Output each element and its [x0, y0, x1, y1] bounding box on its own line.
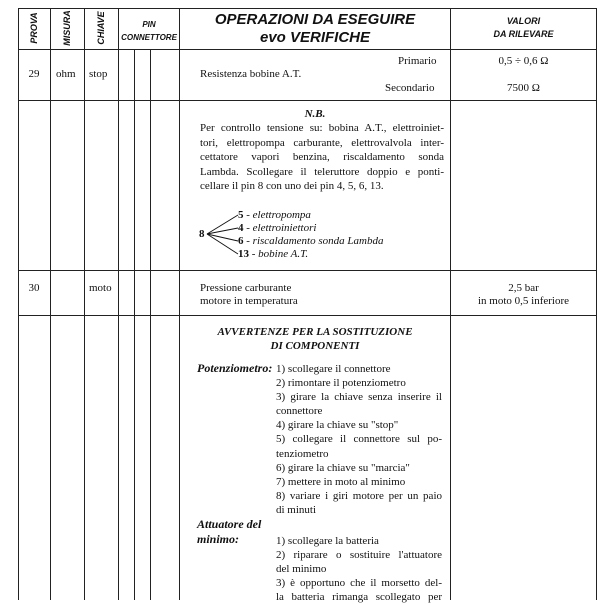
col-pin-end-border	[179, 8, 180, 600]
col-pin1-border	[134, 49, 135, 600]
pin-item-5: 5 - elettropompa	[238, 209, 311, 221]
step-line: di minuti	[276, 503, 317, 516]
col-chiave-border	[118, 8, 119, 600]
nb-paragraph	[200, 121, 444, 194]
row29-misura: ohm	[56, 68, 76, 80]
step-line: la batteria rimanga scollegato per	[276, 591, 442, 604]
header-bottom-border	[18, 49, 597, 50]
row29-primario-label: Primario	[398, 55, 437, 67]
step-line: 8) variare i giri motore per un paio	[276, 489, 442, 502]
step-line: 3) girare la chiave senza inserire il	[276, 391, 442, 404]
attuatore-label-2: minimo:	[197, 532, 240, 546]
potenziometro-label: Potenziometro:	[197, 361, 273, 375]
header-connettore: CONNETTORE	[121, 33, 177, 42]
header-misura: MISURA	[62, 10, 72, 46]
step-line: 1) scollegare la batteria	[276, 535, 379, 547]
col-pin2-border	[150, 49, 151, 600]
nb-title: N.B.	[304, 108, 326, 120]
row29-secondario-label: Secondario	[385, 82, 435, 94]
avvertenze-title-1: AVVERTENZE PER LA SOSTITUZIONE	[217, 326, 413, 338]
row29-bottom-border	[18, 100, 597, 101]
row30-valore-2: in moto 0,5 inferiore	[477, 295, 570, 307]
pin-item-6: 6 - riscaldamento sonda Lambda	[238, 235, 384, 247]
header-prova: PROVA	[29, 12, 39, 44]
step-line: 5) collegare il connettore sul po-	[276, 433, 442, 446]
step-line: 2) rimontare il potenziometro	[276, 377, 406, 390]
row30-operazione-2: motore in temperatura	[200, 295, 298, 307]
step-line: 1) scollegare il connettore	[276, 363, 391, 375]
header-valori: VALORI	[506, 16, 541, 26]
step-line: del minimo	[276, 563, 327, 576]
attuatore-label-1: Attuatore del	[197, 517, 262, 531]
nb-line: Per controllo tensione su: bobina A.T., elettroiniet-	[200, 122, 444, 134]
col-right-border	[596, 8, 597, 600]
row30-bottom-border	[18, 315, 597, 316]
row30-operazione-1: Pressione carburante	[200, 282, 292, 294]
header-verifiche: evo VERIFICHE	[259, 29, 371, 46]
header-chiave: CHIAVE	[96, 11, 106, 45]
nb-line: cettatore vapori benzina, riscaldamento sonda	[200, 151, 444, 164]
row29-valore-primario: 0,5 ÷ 0,6 Ω	[498, 55, 549, 67]
step-line: 6) girare la chiave su "marcia"	[276, 461, 410, 474]
step-line: 4) girare la chiave su "stop"	[276, 419, 399, 432]
header-operazioni: OPERAZIONI DA ESEGUIRE	[214, 11, 416, 28]
step-line: 3) è opportuno che il morsetto del-	[276, 577, 442, 590]
col-prova-border	[50, 8, 51, 600]
header-pin: PIN	[142, 20, 156, 29]
nb-bottom-border	[18, 270, 597, 271]
nb-line: Lambda. Scollegare il teleruttore doppio e ponti-	[200, 165, 444, 178]
row29-prova: 29	[28, 68, 40, 80]
step-line: 2) riparare o sostituire l'attuatore	[276, 549, 442, 562]
step-line: 7) mettere in moto al minimo	[276, 475, 406, 488]
nb-line: cellare il pin 8 con uno dei pin 4, 5, 6, 13.	[200, 180, 384, 193]
row29-valore-secondario: 7500 Ω	[507, 82, 540, 94]
step-line: tenziometro	[276, 447, 329, 460]
row30-prova: 30	[28, 282, 40, 294]
header-da-rilevare: DA RILEVARE	[493, 29, 554, 39]
nb-line: tori, elettropompa carburante, elettrovalvola inter-	[200, 136, 444, 149]
pin-item-13: 13 - bobine A.T.	[238, 248, 309, 260]
pin-branch-lines	[205, 210, 241, 260]
avvertenze-title-2: DI COMPONENTI	[270, 340, 360, 352]
col-misura-border	[84, 8, 85, 600]
row30-valore-1: 2,5 bar	[508, 282, 539, 294]
potenziometro-steps	[276, 362, 442, 517]
pin-item-4: 4 - elettroiniettori	[238, 222, 317, 234]
step-line: connettore	[276, 405, 323, 418]
row29-chiave: stop	[89, 68, 108, 80]
row29-operazione: Resistenza bobine A.T.	[200, 68, 302, 80]
row30-chiave: moto	[89, 282, 112, 294]
col-left-border	[18, 8, 19, 600]
attuatore-steps	[276, 534, 442, 604]
pin-root-label: 8	[199, 228, 205, 240]
